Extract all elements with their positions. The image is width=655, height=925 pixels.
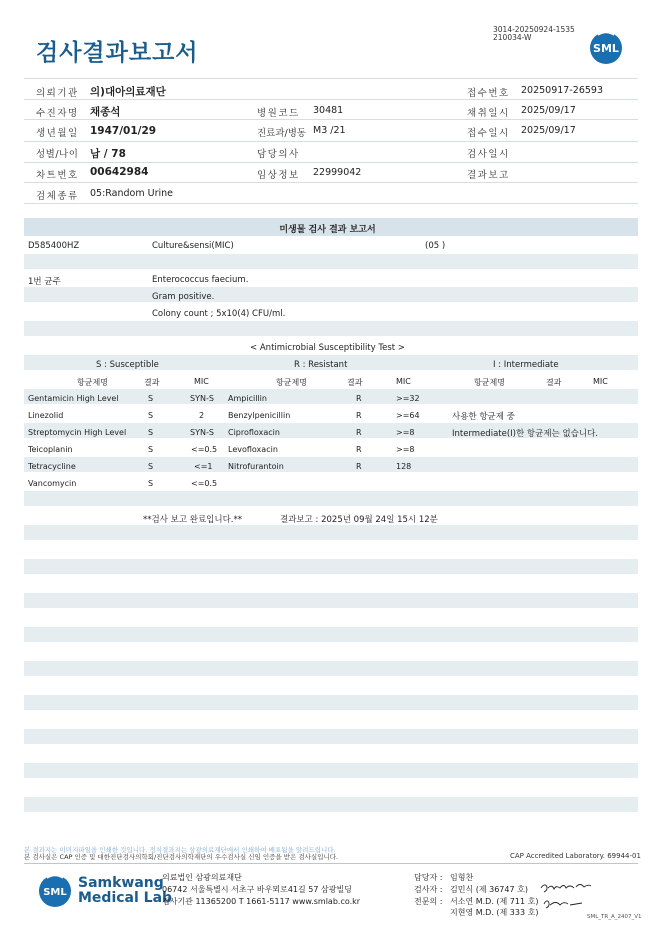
result-11: R — [356, 462, 362, 471]
doc-id-line1: 3014-20250924-1535 — [493, 25, 575, 34]
specialist-value-1: 서소연 M.D. (제 711 호) — [450, 897, 539, 906]
specimen-value: 05:Random Urine — [90, 188, 174, 199]
drug-9: Ciprofloxacin — [228, 428, 280, 437]
collect-date-value: 2025/09/17 — [521, 105, 576, 116]
exam-date-label: 검사일시 — [467, 149, 510, 160]
examiner-label: 검사자 : — [414, 885, 443, 894]
col-mic-2: MIC — [396, 377, 411, 386]
specialist-value-2: 지현영 M.D. (제 333 호) — [450, 908, 539, 917]
section-title: 미생물 검사 결과 보고서 — [279, 225, 376, 235]
mic-1: SYN-S — [190, 394, 214, 403]
col-result-2: 결과 — [347, 378, 363, 387]
chart-value: 00642984 — [90, 166, 149, 178]
name-label: 수진자명 — [36, 108, 79, 119]
org-address: 06742 서울특별시 서초구 바우뫼로41길 57 삼광빌딩 — [162, 885, 352, 894]
drug-10: Levofloxacin — [228, 445, 278, 454]
result-4: S — [148, 445, 154, 454]
clinical-label: 임상정보 — [257, 170, 300, 181]
report-time: 결과보고 : 2025년 09월 24일 15시 12분 — [280, 515, 438, 525]
dept-value: M3 /21 — [313, 125, 346, 136]
examiner-value: 김민식 (제 36747 호) — [450, 885, 528, 894]
specialist-label: 전문의 : — [414, 897, 443, 906]
institution-label: 의뢰기관 — [36, 88, 79, 99]
mic-2: 2 — [199, 411, 205, 420]
complete-message: **검사 보고 완료입니다.** — [143, 515, 243, 525]
disclaimer-1: 본 결과지는 이미지파일을 인쇄한 것입니다. 정식결과지는 삼광의료재단에서 인쇄하여 배포됨을 알려드립니다. — [24, 846, 336, 854]
receipt-no-value: 20250917-26593 — [521, 85, 604, 96]
drug-4: Teicoplanin — [28, 445, 73, 454]
result-8: R — [356, 411, 362, 420]
test-num: (05 ) — [425, 241, 446, 251]
receipt-date-value: 2025/09/17 — [521, 125, 576, 136]
brand-name — [78, 876, 172, 906]
test-code: D585400HZ — [28, 241, 80, 251]
mic-8: >=64 — [396, 411, 420, 420]
drug-3: Streptomycin High Level — [28, 428, 127, 437]
manager-value: 임형찬 — [450, 873, 474, 882]
org-name: 의료법인 삼광의료재단 — [162, 873, 242, 882]
disclaimer-2: 본 검사실은 CAP 인증 및 대한진단검사의학회/진단검사의학재단의 우수검사실 신임 인증을 받은 검사실입니다. — [24, 853, 339, 861]
clinical-value: 22999042 — [313, 167, 362, 178]
report-title: 검사결과보고서 — [36, 40, 199, 66]
dept-label: 진료과/병동 — [257, 128, 307, 139]
result-3: S — [148, 428, 154, 437]
ward-code-label: 병원코드 — [257, 108, 300, 119]
name-value: 채종석 — [90, 106, 121, 118]
legend-resistant: R : Resistant — [294, 360, 348, 370]
mic-5: <=1 — [194, 462, 213, 471]
result-report-label: 결과보고 — [467, 170, 510, 181]
result-9: R — [356, 428, 362, 437]
mic-9: >=8 — [396, 428, 415, 437]
intermediate-note-1: 사용한 항균제 중 — [452, 412, 515, 422]
mic-7: >=32 — [396, 394, 420, 403]
doc-id-line2: 210034-W — [493, 33, 532, 42]
doc-id — [493, 26, 575, 42]
drug-2: Linezolid — [28, 411, 64, 420]
drug-5: Tetracycline — [28, 462, 76, 471]
mic-3: SYN-S — [190, 428, 214, 437]
brand-line-2: Medical Lab — [78, 890, 173, 906]
organism-label: 1번 균주 — [28, 277, 61, 287]
sex-age-value: 남 / 78 — [90, 148, 126, 160]
cap-accreditation: CAP Accredited Laboratory. 69944-01 — [510, 852, 641, 860]
mic-6: <=0.5 — [191, 479, 218, 488]
specimen-label: 검체종류 — [36, 191, 79, 202]
result-1: S — [148, 394, 154, 403]
col-mic-1: MIC — [194, 377, 209, 386]
chart-label: 차트번호 — [36, 170, 79, 181]
col-drug-3: 항균제명 — [474, 378, 505, 387]
manager-label: 담당자 : — [414, 873, 443, 882]
col-result-3: 결과 — [546, 378, 562, 387]
result-6: S — [148, 479, 154, 488]
result-10: R — [356, 445, 362, 454]
drug-1: Gentamicin High Level — [28, 394, 119, 403]
sml-logo — [586, 30, 626, 70]
collect-date-label: 채취일시 — [467, 108, 510, 119]
drug-6: Vancomycin — [28, 479, 77, 488]
ast-title: < Antimicrobial Susceptibility Test > — [250, 343, 405, 353]
ward-code-value: 30481 — [313, 105, 344, 116]
test-name: Culture&sensi(MIC) — [152, 241, 234, 251]
brand-line-1: Samkwang — [78, 875, 164, 891]
dob-label: 생년월일 — [36, 128, 79, 139]
institution-value: 의)대아의료재단 — [90, 86, 166, 98]
mic-11: 128 — [396, 462, 412, 471]
mic-10: >=8 — [396, 445, 415, 454]
result-5: S — [148, 462, 154, 471]
form-code: SML_TR_A_2407_V1 — [587, 914, 642, 920]
result-7: R — [356, 394, 362, 403]
svg-text:SML: SML — [593, 42, 619, 55]
drug-7: Ampicillin — [228, 394, 267, 403]
organism-line-1: Enterococcus faecium. — [152, 275, 249, 285]
sml-footer-logo — [36, 873, 74, 913]
organism-line-3: Colony count ; 5x10(4) CFU/ml. — [152, 309, 286, 319]
intermediate-note-2: Intermediate(I)한 항균제는 없습니다. — [452, 429, 598, 439]
result-2: S — [148, 411, 154, 420]
drug-11: Nitrofurantoin — [228, 462, 284, 471]
receipt-no-label: 접수번호 — [467, 88, 510, 99]
col-result-1: 결과 — [144, 378, 160, 387]
drug-8: Benzylpenicillin — [228, 411, 291, 420]
legend-intermediate: I : Intermediate — [493, 360, 559, 370]
mic-4: <=0.5 — [191, 445, 218, 454]
col-mic-3: MIC — [593, 377, 608, 386]
sex-age-label: 성별/나이 — [36, 149, 79, 160]
svg-text:SML: SML — [43, 887, 67, 898]
org-contact: 검사기관 11365200 T 1661-5117 www.smlab.co.kr — [162, 897, 361, 906]
doctor-label: 담당의사 — [257, 149, 300, 160]
receipt-date-label: 접수일시 — [467, 128, 510, 139]
organism-line-2: Gram positive. — [152, 292, 215, 302]
col-drug-2: 항균제명 — [276, 378, 307, 387]
legend-susceptible: S : Susceptible — [96, 360, 159, 370]
signature-image — [538, 878, 594, 916]
dob-value: 1947/01/29 — [90, 125, 157, 137]
col-drug-1: 항균제명 — [77, 378, 108, 387]
